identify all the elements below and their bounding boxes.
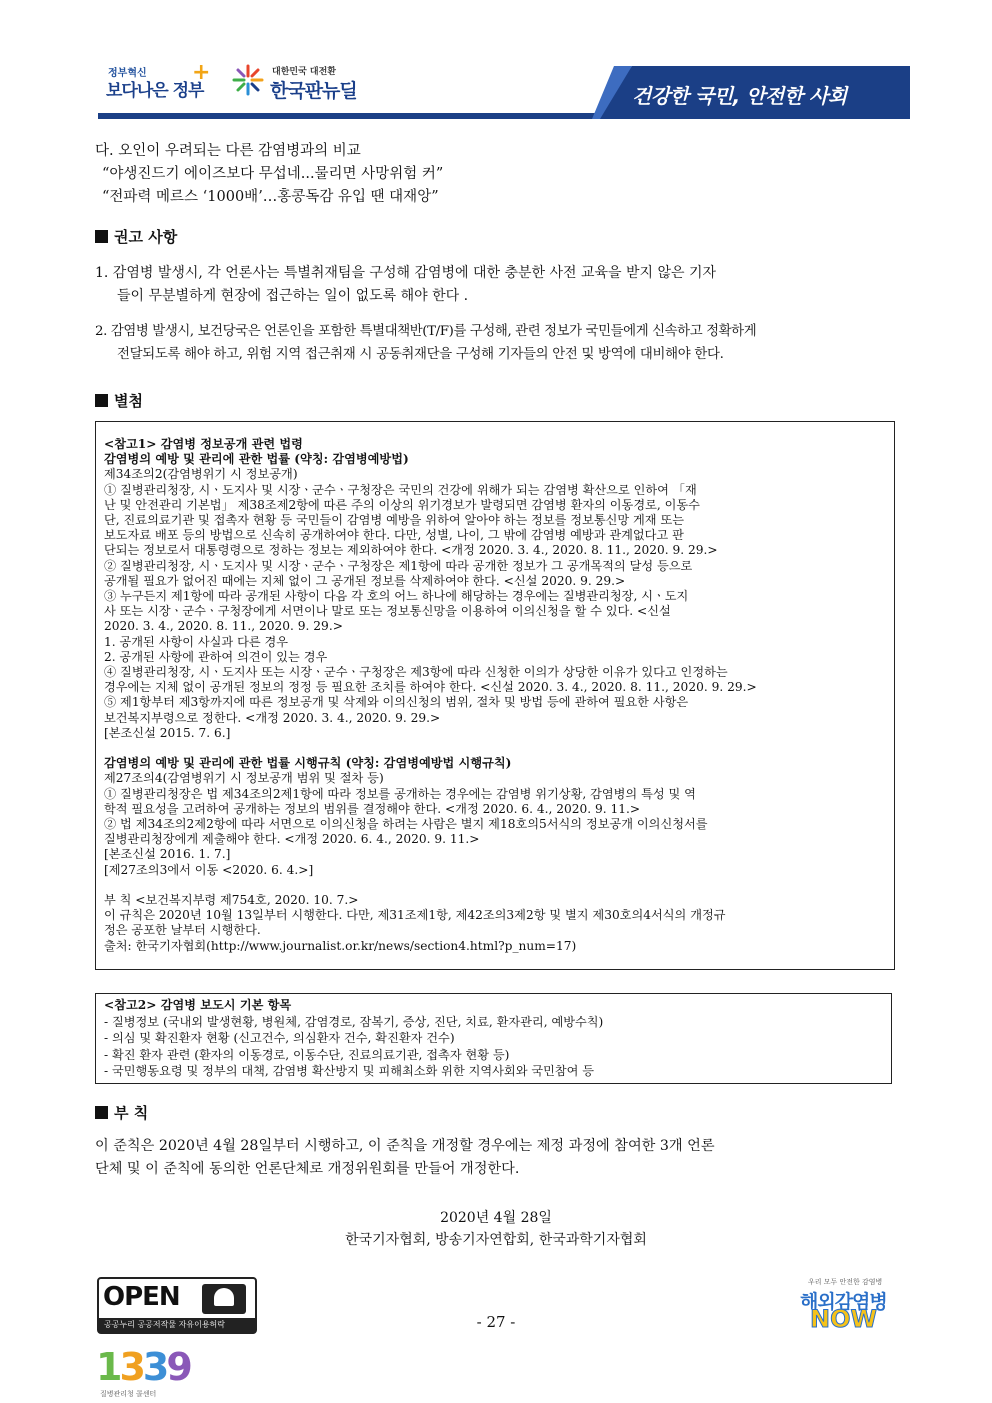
reference-2-line: - 질병정보 (국내외 발생현황, 병원체, 감염경로, 잠복기, 증상, 진단, 치료, 환자관리, 예방수칙) [104,1014,604,1029]
campaign-logo-title: 해외감염병 [800,1291,887,1313]
quote-line: “야생진드기 에이즈보다 무섭네...물리면 사망위험 커” [102,166,444,182]
heading-text: 별첨 [114,392,143,410]
reference-1-line: [제27조의3에서 이동 <2020. 6. 4.>] [104,862,314,877]
reference-1-line: 보도자료 배포 등의 방법으로 신속히 공개하여야 한다. 다만, 성별, 나이, 그 밖에 감염병 예방과 관계없다고 판 [104,528,684,543]
reference-1-line: 난 및 안전관리 기본법」 제38조제2항에 따른 주의 이상의 위기경보가 발령되면 감염병 환자의 이동경로, 이동수 [104,497,700,512]
supplement-line2: 단체 및 이 준칙에 동의한 언론단체로 개정위원회를 만들어 개정한다. [95,1161,520,1177]
reference-1-line: 이 규칙은 2020년 10월 13일부터 시행한다. 다만, 제31조제1항, 제42조의3제2항 및 별지 제30호의4서식의 개정규 [104,908,726,923]
reference-2-line: - 의심 및 확진환자 현황 (신고건수, 의심환자 건수, 확진환자 건수) [104,1031,455,1045]
reference-1-line: 제27조의4(감염병위기 시 정보공개 범위 및 절차 등) [104,771,384,786]
reference-1-line: 2. 공개된 사항에 관하여 의견이 있는 경우 [104,649,328,664]
person-icon [214,1288,234,1306]
campaign-logo-now: NOW [810,1305,877,1333]
section-heading-recommend [95,226,177,247]
reference-1-line: 질병관리청장에게 제출해야 한다. <개정 2020. 6. 4., 2020. 9. 11.> [104,832,480,847]
open-license-label: OPEN [103,1282,180,1312]
reference-1-line: [본조신설 2015. 7. 6.] [104,725,231,740]
reference-2-line: - 확진 환자 관련 (환자의 이동경로, 이동수단, 진료의료기관, 접촉자 현황 등) [104,1047,510,1062]
reference-1-line: <참고1> 감염병 정보공개 관련 법령 [104,437,303,451]
slogan-text: 건강한 국민, 안전한 사회 [632,84,847,108]
reference-1-line: 2020. 3. 4., 2020. 8. 11., 2020. 9. 29.> [104,619,343,634]
hotline-sub: 질병관리청 콜센터 [100,1390,157,1398]
plus-icon: + [192,60,211,85]
reference-1-line: 단, 진료의료기관 및 접촉자 현황 등 국민들이 감염병 예방을 위하여 알아야 하는 정보를 정보통신망 게재 또는 [104,513,685,527]
recommend-item-1-line1: 1. 감염병 발생시, 각 언론사는 특별취재팀을 구성해 감염병에 대한 충분한 사전 교육을 받지 않은 기자 [95,265,717,281]
reference-1-line: ④ 질병관리청장, 시ㆍ도지사 또는 시장ㆍ군수ㆍ구청장은 제3항에 따라 신청한 이의가 상당한 이유가 있다고 인정하는 [104,665,728,679]
square-bullet-icon [95,1106,108,1119]
logo-new-deal-small: 대한민국 대전환 [272,67,336,77]
reference-1-line: 정은 공포한 날부터 시행한다. [104,923,261,938]
reference-1-line: ② 질병관리청장, 시ㆍ도지사 및 시장ㆍ군수ㆍ구청장은 제1항에 따라 공개한 정보가 그 공개목적의 달성 등으로 [104,558,693,573]
reference-1-line: 사 또는 시장ㆍ군수ㆍ구청장에게 서면이나 말로 또는 정보통신망을 이용하여 이의신청을 할 수 있다. <신설 [104,604,671,619]
section-c-title: 다. 오인이 우려되는 다른 감염병과의 비교 [95,143,361,159]
reference-1-line: 보건복지부령으로 정한다. <개정 2020. 3. 4., 2020. 9. 29.> [104,710,441,725]
reference-1-line: 출처: 한국기자협회(http://www.journalist.or.kr/news/section4.html?p_num=17) [104,938,577,953]
section-heading-appendix [95,390,143,411]
heading-text: 권고 사항 [114,228,178,246]
supplement-line1: 이 준칙은 2020년 4월 28일부터 시행하고, 이 준칙을 개정할 경우에는 제정 과정에 참여한 3개 언론 [95,1138,715,1154]
page-number: - 27 - [476,1313,516,1331]
reference-1-line: 제34조의2(감염병위기 시 정보공개) [104,467,298,482]
open-license-sub: 공공누리 공공저작물 자유이용허락 [104,1320,226,1329]
reference-2-line: <참고2> 감염병 보도시 기본 항목 [104,998,292,1012]
reference-1-line: ① 질병관리청장은 법 제34조의2제1항에 따라 정보를 공개하는 경우에는 감염병 위기상황, 감염병의 특성 및 역 [104,786,696,801]
reference-1-line: ⑤ 제1항부터 제3항까지에 따른 정보공개 및 삭제와 이의신청의 범위, 절차 및 방법 등에 관하여 필요한 사항은 [104,695,689,710]
section-heading-supplement [95,1102,148,1123]
campaign-tagline: 우리 모두 안전한 감염병 [808,1278,883,1286]
heading-text: 부 칙 [114,1104,149,1122]
reference-1-line: 학적 필요성을 고려하여 공개하는 정보의 범위를 결정해야 한다. <개정 2020. 6. 4., 2020. 9. 11.> [104,801,641,816]
reference-1-line: ① 질병관리청장, 시ㆍ도지사 및 시장ㆍ군수ㆍ구청장은 국민의 건강에 위해가 되는 감염병 확산으로 인하여 「재 [104,482,697,497]
reference-1-line: 부 칙 <보건복지부령 제754호, 2020. 10. 7.> [104,893,359,907]
reference-1-line: 경우에는 지체 없이 공개된 정보의 정정 등 필요한 조치를 하여야 한다. <신설 2020. 3. 4., 2020. 8. 11., 2020. 9. 29.> [104,680,757,695]
reference-1-line: [본조신설 2016. 1. 7.] [104,847,231,862]
recommend-item-1-line2: 들이 무분별하게 현장에 접근하는 일이 없도록 해야 한다 . [117,288,469,304]
logo-new-deal: 한국판뉴딜 [270,80,357,102]
reference-1-line: 공개될 필요가 없어진 때에는 지체 없이 그 공개된 정보를 삭제하여야 한다. <신설 2020. 9. 29.> [104,573,626,588]
recommend-item-2-line2: 전달되도록 해야 하고, 위험 지역 접근취재 시 공동취재단을 구성해 기자들의 안전 및 방역에 대비해야 한다. [117,347,724,362]
quote-line: “전파력 메르스 ‘1000배’…홍콩독감 유입 땐 대재앙” [102,189,439,205]
signoff-date: 2020년 4월 28일 [440,1210,552,1226]
reference-1-line: 감염병의 예방 및 관리에 관한 법률 (약칭: 감염병예방법) [104,452,409,467]
new-deal-burst-icon [232,64,264,96]
signoff-orgs: 한국기자협회, 방송기자연합회, 한국과학기자협회 [345,1232,647,1248]
reference-1-line: 감염병의 예방 및 관리에 관한 법률 시행규칙 (약칭: 감염병예방법 시행규칙) [104,756,512,771]
square-bullet-icon [95,230,108,243]
logo-gov-innovation-small: 정부혁신 [108,68,147,79]
hotline-logo: 1339 [96,1345,190,1389]
square-bullet-icon [95,394,108,407]
reference-1-line: ③ 누구든지 제1항에 따라 공개된 사항이 다음 각 호의 어느 하나에 해당하는 경우에는 질병관리청장, 시ㆍ도지 [104,589,689,603]
reference-1-line: 1. 공개된 사항이 사실과 다른 경우 [104,634,289,649]
reference-1-line: ② 법 제34조의2제2항에 따라 서면으로 이의신청을 하려는 사람은 별지 제18호의5서식의 정보공개 이의신청서를 [104,817,708,831]
reference-1-line: 단되는 정보로서 대통령령으로 정하는 정보는 제외하여야 한다. <개정 2020. 3. 4., 2020. 8. 11., 2020. 9. 29.> [104,543,718,558]
logo-gov-innovation: 보다나은 정부 [106,81,204,101]
recommend-item-2-line1: 2. 감염병 발생시, 보건당국은 언론인을 포함한 특별대책반(T/F)를 구성해, 관련 정보가 국민들에게 신속하고 정확하게 [95,324,757,339]
reference-2-line: - 국민행동요령 및 정부의 대책, 감염병 확산방지 및 피해최소화 위한 지역사회와 국민참여 등 [104,1064,595,1078]
